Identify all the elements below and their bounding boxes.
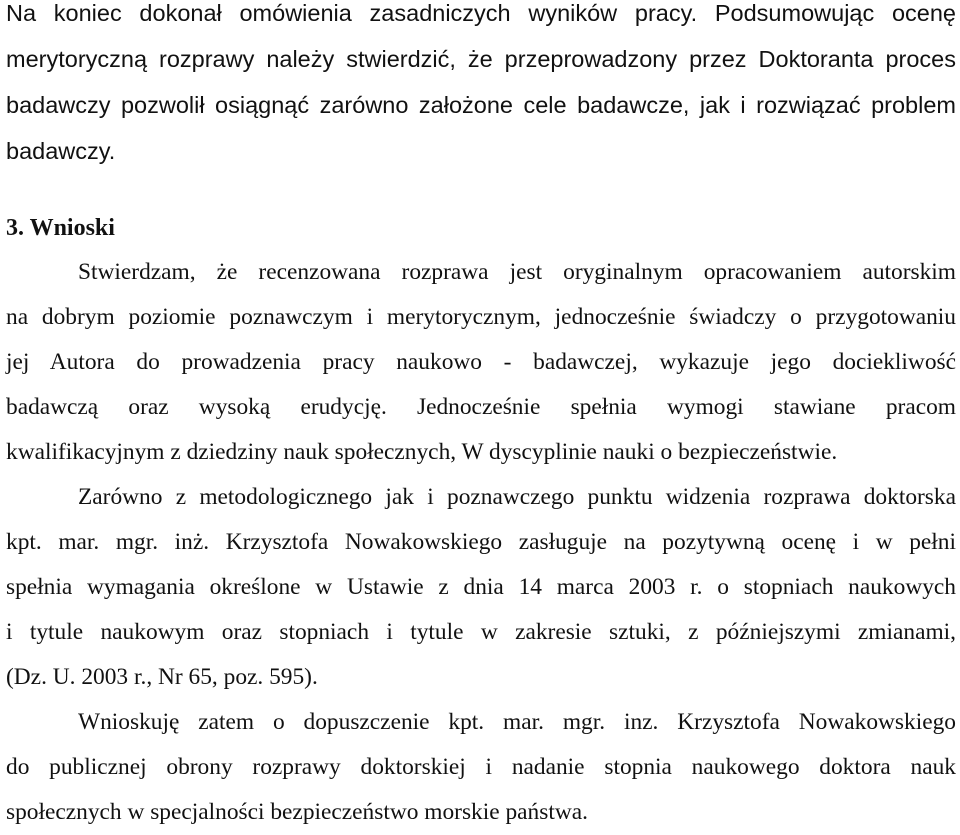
- text-line: merytoryczną rozprawy należy stwierdzić, że przeprowadzony przez Doktoranta proces: [6, 46, 956, 72]
- text-line: i tytule naukowym oraz stopniach i tytule w zakresie sztuki, z późniejszymi zmianami,: [6, 619, 956, 645]
- text-line: Stwierdzam, że recenzowana rozprawa jest oryginalnym opracowaniem autorskim: [78, 259, 956, 285]
- conclusion-paragraph-3: [6, 700, 956, 835]
- text-line: Wnioskuję zatem o dopuszczenie kpt. mar. mgr. inz. Krzysztofa Nowakowskiego: [78, 709, 956, 735]
- text-line: badawczy.: [6, 138, 116, 164]
- text-line: (Dz. U. 2003 r., Nr 65, poz. 595).: [6, 664, 318, 690]
- text-line: kwalifikacyjnym z dziedziny nauk społecznych, W dyscyplinie nauki o bezpieczeństwie.: [6, 439, 838, 465]
- conclusions-section: [6, 250, 956, 835]
- conclusion-paragraph-1: [6, 250, 956, 475]
- text-line: badawczą oraz wysoką erudycję. Jednocześnie spełnia wymogi stawiane pracom: [6, 394, 956, 420]
- text-line: jej Autora do prowadzenia pracy naukowo - badawczej, wykazuje jego dociekliwość: [6, 349, 956, 375]
- text-line: badawczy pozwolił osiągnąć zarówno założone cele badawcze, jak i rozwiązać problem: [6, 92, 956, 118]
- text-line: spełnia wymagania określone w Ustawie z dnia 14 marca 2003 r. o stopniach naukowych: [6, 574, 956, 600]
- text-line: Zarówno z metodologicznego jak i poznawczego punktu widzenia rozprawa doktorska: [78, 484, 956, 510]
- section-heading: 3. Wnioski: [6, 215, 115, 241]
- text-line: Na koniec dokonał omówienia zasadniczych wyników pracy. Podsumowując ocenę: [6, 0, 956, 26]
- text-line: społecznych w specjalności bezpieczeństwo morskie państwa.: [6, 799, 588, 825]
- text-line: do publicznej obrony rozprawy doktorskiej i nadanie stopnia naukowego doktora nauk: [6, 754, 956, 780]
- summary-paragraph: [6, 0, 956, 174]
- text-line: kpt. mar. mgr. inż. Krzysztofa Nowakowskiego zasługuje na pozytywną ocenę i w pełni: [6, 529, 956, 555]
- text-line: na dobrym poziomie poznawczym i merytorycznym, jednocześnie świadczy o przygotowaniu: [6, 304, 956, 330]
- conclusion-paragraph-2: [6, 475, 956, 700]
